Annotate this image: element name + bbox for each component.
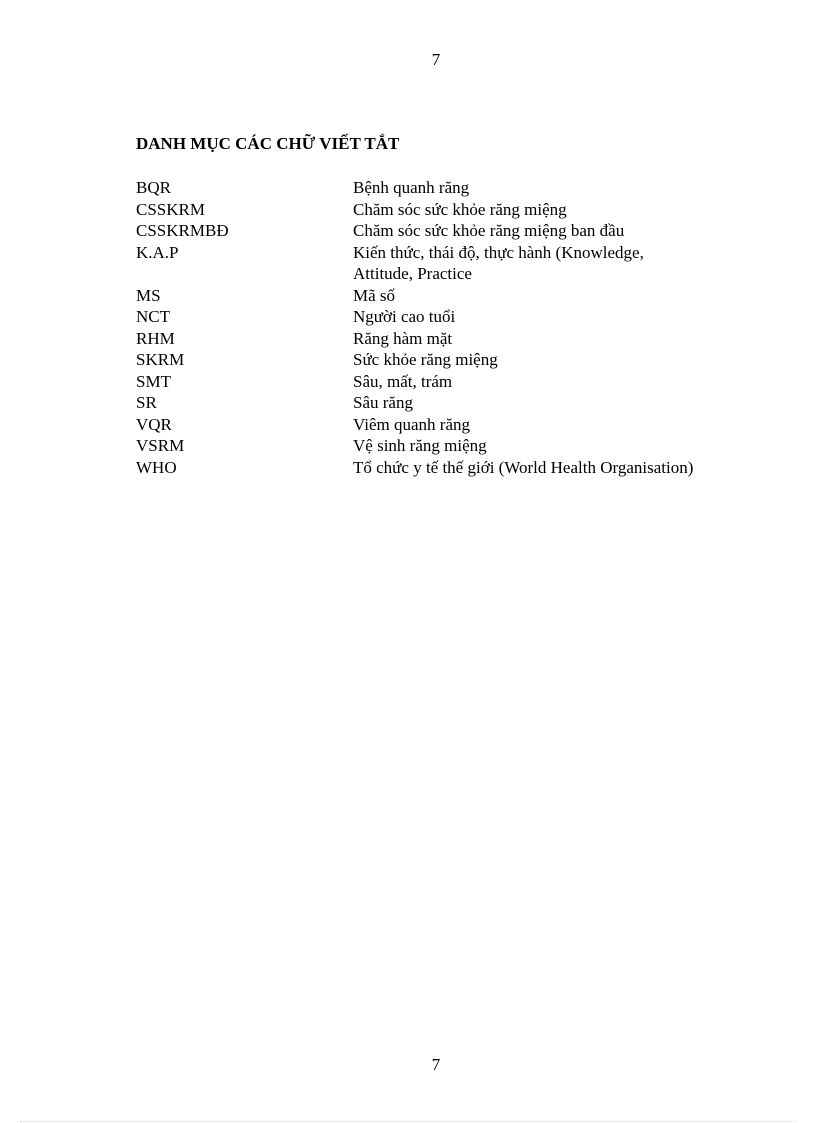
abbreviation-code: CSSKRM xyxy=(136,199,205,219)
abbreviation-meaning: Vệ sinh răng miệng xyxy=(353,436,487,455)
abbreviation-meaning: Bệnh quanh răng xyxy=(353,178,470,197)
abbreviation-code: SMT xyxy=(136,371,171,391)
abbreviation-meaning: Tổ chức y tế thế giới (World Health Organisation) xyxy=(353,457,694,477)
page-number-bottom: 7 xyxy=(431,1055,441,1074)
list-item xyxy=(136,199,776,221)
abbreviation-meaning: Người cao tuổi xyxy=(353,307,456,326)
abbreviation-meaning: Kiến thức, thái độ, thực hành (Knowledge, Attitude, Practice xyxy=(353,242,644,283)
abbreviation-code: NCT xyxy=(136,307,170,326)
abbreviation-code: VSRM xyxy=(136,436,185,455)
list-item xyxy=(136,371,776,393)
list-item xyxy=(136,435,776,457)
abbreviation-meaning: Sâu răng xyxy=(353,393,413,412)
page-number-top: 7 xyxy=(431,50,441,69)
list-item xyxy=(136,242,776,285)
abbreviation-code: CSSKRMBĐ xyxy=(136,221,229,240)
abbreviation-code: RHM xyxy=(136,328,175,348)
list-item xyxy=(136,306,776,328)
abbreviation-code: VQR xyxy=(136,414,172,434)
abbreviation-meaning: Mã số xyxy=(353,285,396,305)
list-item xyxy=(136,349,776,371)
abbreviation-meaning: Răng hàm mặt xyxy=(353,328,453,348)
list-item xyxy=(136,220,776,242)
abbreviation-code: K.A.P xyxy=(136,242,179,262)
abbreviation-code: BQR xyxy=(136,178,171,197)
page-title: DANH MỤC CÁC CHỮ VIẾT TẮT xyxy=(136,134,400,153)
abbreviation-meaning: Chăm sóc sức khỏe răng miệng ban đầu xyxy=(353,221,625,240)
abbreviation-meaning: Sâu, mất, trám xyxy=(353,371,453,391)
page-bottom-divider xyxy=(20,1121,796,1122)
abbreviation-list xyxy=(136,177,776,478)
list-item xyxy=(136,328,776,350)
list-item xyxy=(136,457,776,479)
abbreviation-meaning: Chăm sóc sức khỏe răng miệng xyxy=(353,199,567,219)
abbreviation-code: WHO xyxy=(136,457,177,477)
list-item xyxy=(136,285,776,307)
list-item xyxy=(136,177,776,199)
list-item xyxy=(136,414,776,436)
abbreviation-code: SR xyxy=(136,393,157,412)
abbreviation-meaning: Sức khỏe răng miệng xyxy=(353,350,498,369)
list-item xyxy=(136,392,776,414)
abbreviation-code: SKRM xyxy=(136,350,185,369)
abbreviation-meaning: Viêm quanh răng xyxy=(353,414,470,434)
abbreviation-code: MS xyxy=(136,285,161,305)
